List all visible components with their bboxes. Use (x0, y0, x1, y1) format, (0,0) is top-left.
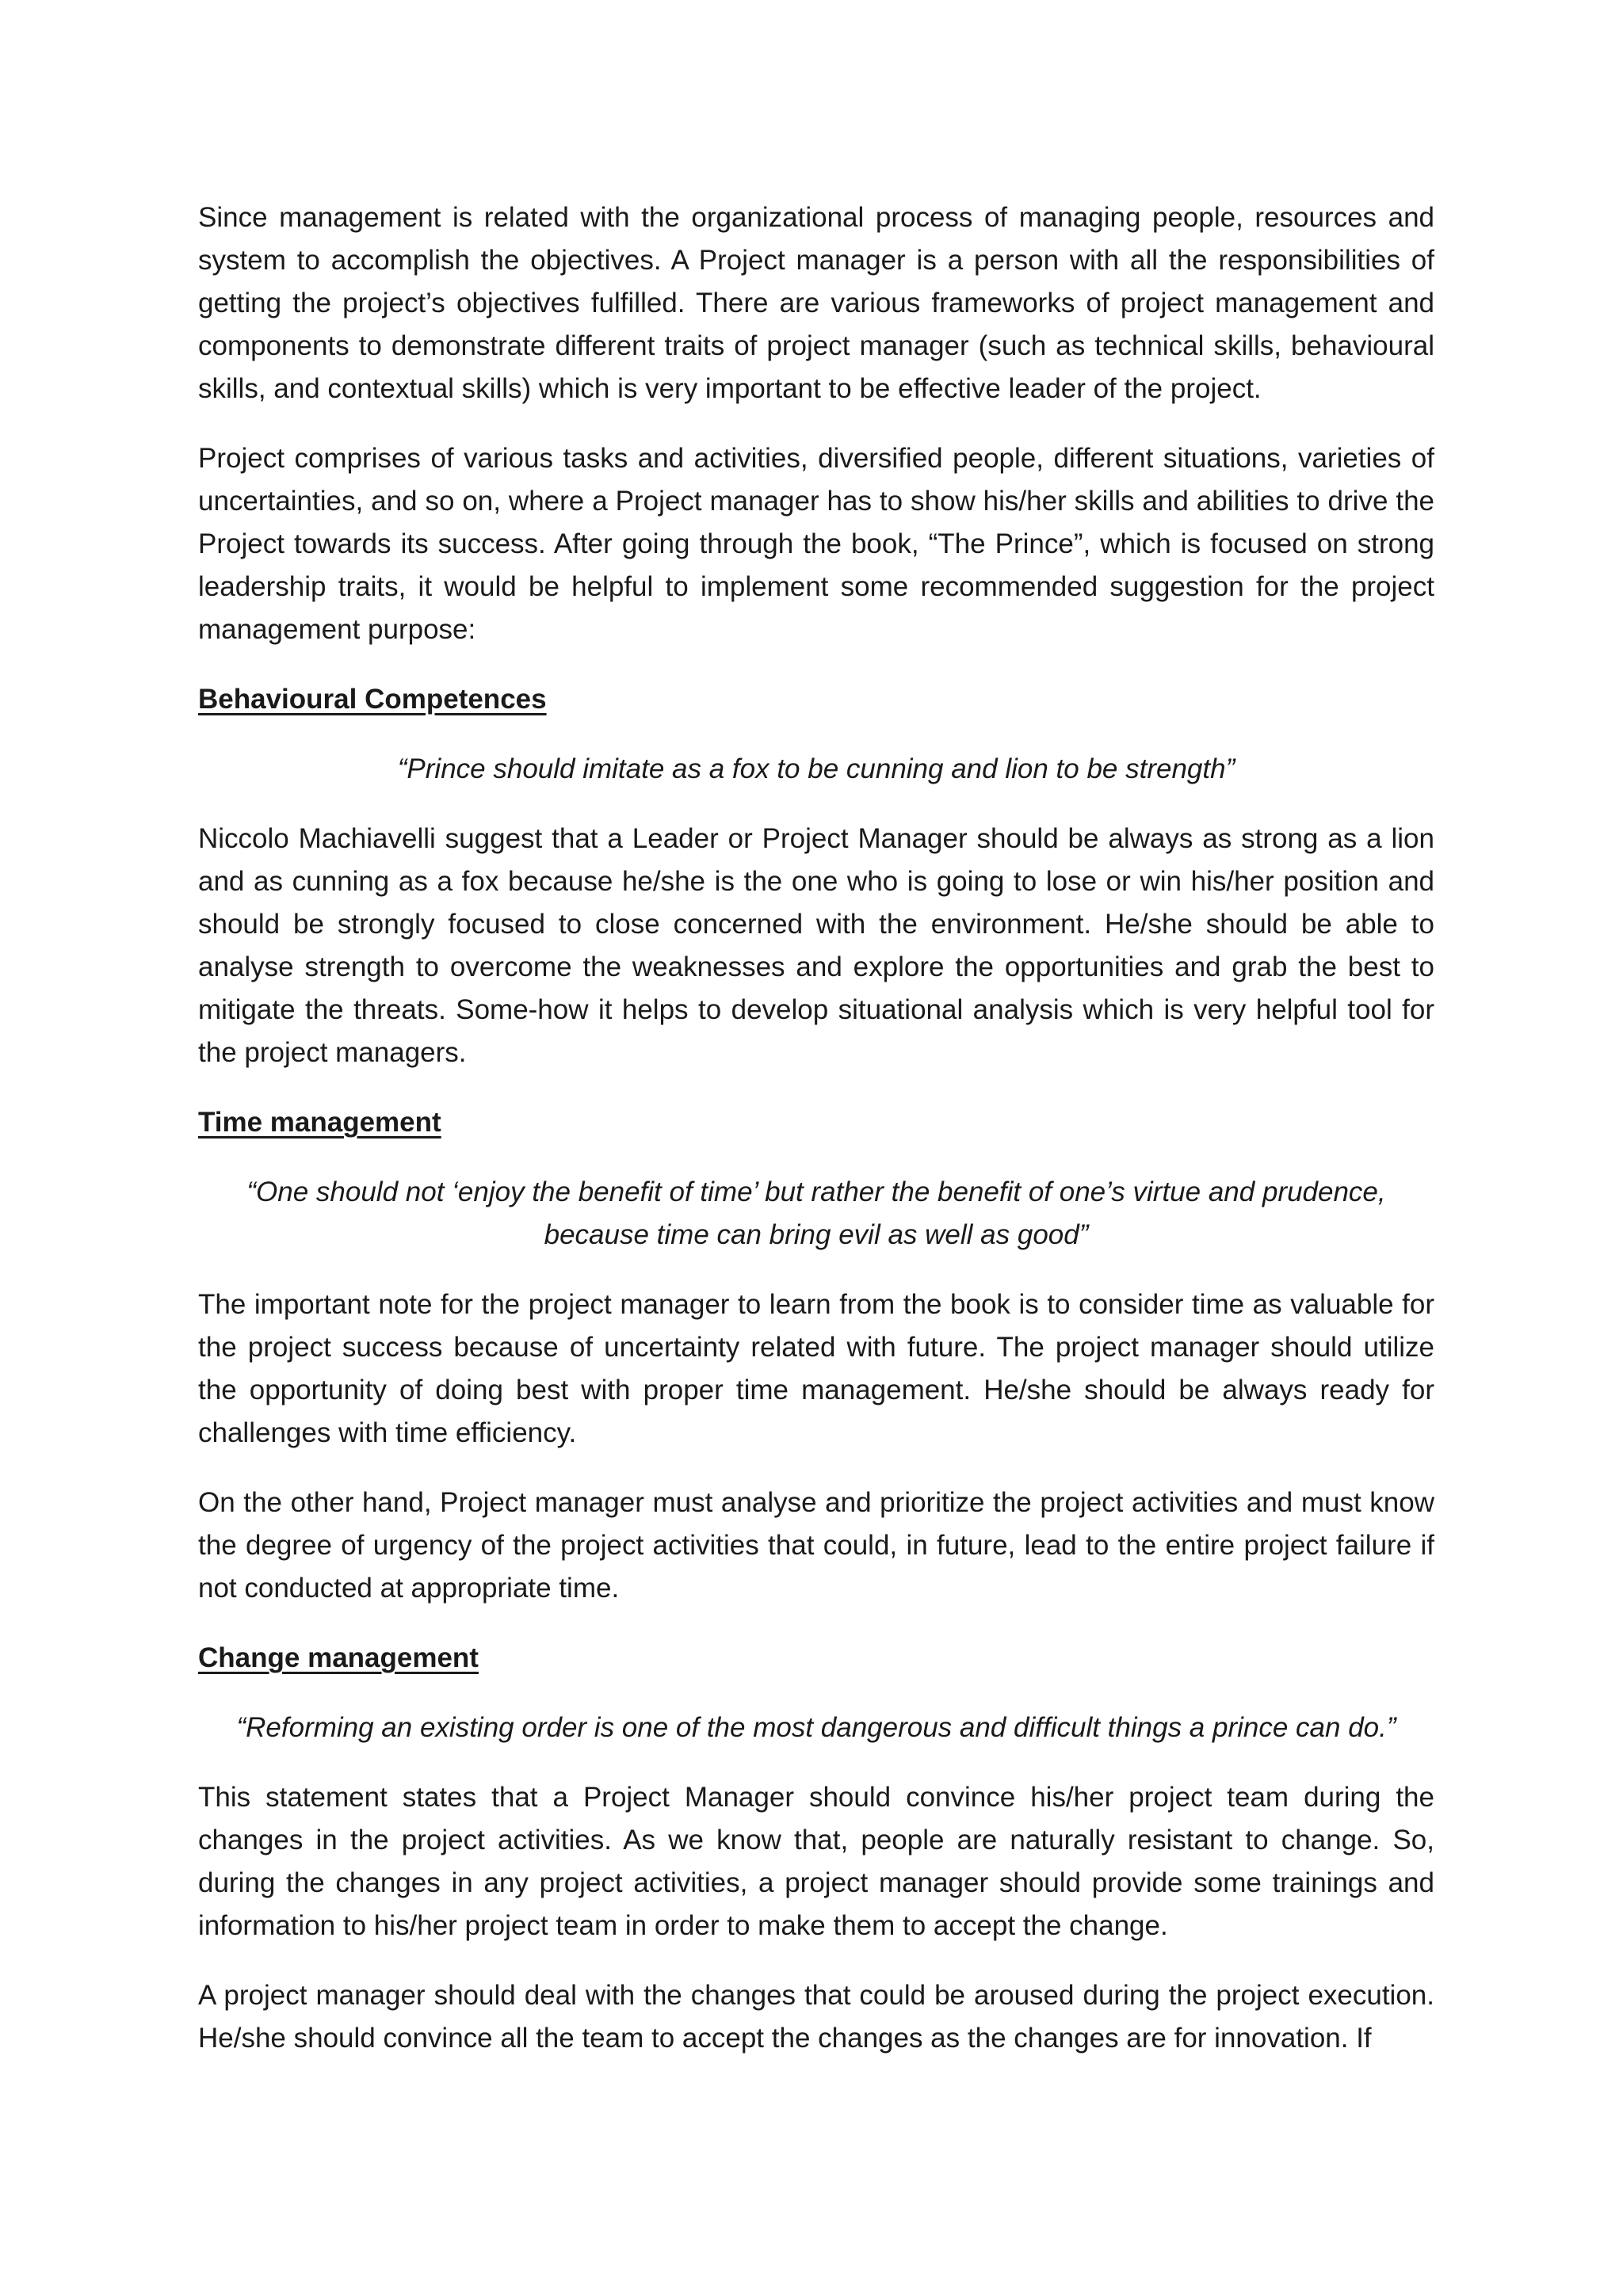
section-paragraph: On the other hand, Project manager must analyse and prioritize the project activities and must know the degree of urgency of the project activities that could, in future, lead to the entire project failure if not conducted at appropriate time. (198, 1487, 1434, 1604)
section-paragraph: A project manager should deal with the changes that could be aroused during the project execution. He/she should convince all the team to accept the changes as the changes are for innovation. If (198, 1980, 1434, 2054)
section-time-management (198, 1101, 1434, 1610)
section-quote (198, 1171, 1434, 1257)
quote-line: “Reforming an existing order is one of the most dangerous and difficult things a prince can do.” (236, 1712, 1396, 1743)
intro-paragraph-1: Since management is related with the organizational process of managing people, resources and system to accomplish the objectives. A Project manager is a person with all the responsibilities of getting the project’s objectives fulfilled. There are various frameworks of project management and components to demonstrate different traits of project manager (such as technical skills, behavioural skills, and contextual skills) which is very important to be effective leader of the project. (198, 202, 1434, 404)
section-paragraph: This statement states that a Project Manager should convince his/her project team during the changes in the project activities. As we know that, people are naturally resistant to change. So, during the changes in any project activities, a project manager should provide some trainings and information to his/her project team in order to make them to accept the change. (198, 1782, 1434, 1941)
quote-line: because time can bring evil as well as good” (544, 1219, 1089, 1250)
section-quote (198, 1707, 1434, 1749)
intro-paragraph-2: Project comprises of various tasks and activities, diversified people, different situations, varieties of uncertainties, and so on, where a Project manager has to show his/her skills and abilities to drive the Project towards its success. After going through the book, “The Prince”, which is focused on strong leadership traits, it would be helpful to implement some recommended suggestion for the project management purpose: (198, 443, 1434, 645)
section-heading: Change management (198, 1642, 479, 1673)
document-page (198, 196, 1434, 2087)
section-paragraph: The important note for the project manager to learn from the book is to consider time as valuable for the project success because of uncertainty related with future. The project manager should utilize the opportunity of doing best with proper time management. He/she should be always ready for challenges with time efficiency. (198, 1289, 1434, 1448)
section-heading: Time management (198, 1107, 441, 1138)
quote-line: “One should not ‘enjoy the benefit of time’ but rather the benefit of one’s virtue and prudence, (246, 1177, 1386, 1207)
section-quote (198, 748, 1434, 791)
section-change-management (198, 1637, 1434, 2060)
section-heading: Behavioural Competences (198, 684, 547, 715)
section-behavioural-competences (198, 678, 1434, 1074)
section-paragraph: Niccolo Machiavelli suggest that a Leader or Project Manager should be always as strong as a lion and as cunning as a fox because he/she is the one who is going to lose or win his/her position and should be strongly focused to close concerned with the environment. He/she should be able to analyse strength to overcome the weaknesses and explore the opportunities and grab the best to mitigate the threats. Some-how it helps to develop situational analysis which is very helpful tool for the project managers. (198, 823, 1434, 1068)
quote-line: “Prince should imitate as a fox to be cunning and lion to be strength” (397, 753, 1235, 784)
